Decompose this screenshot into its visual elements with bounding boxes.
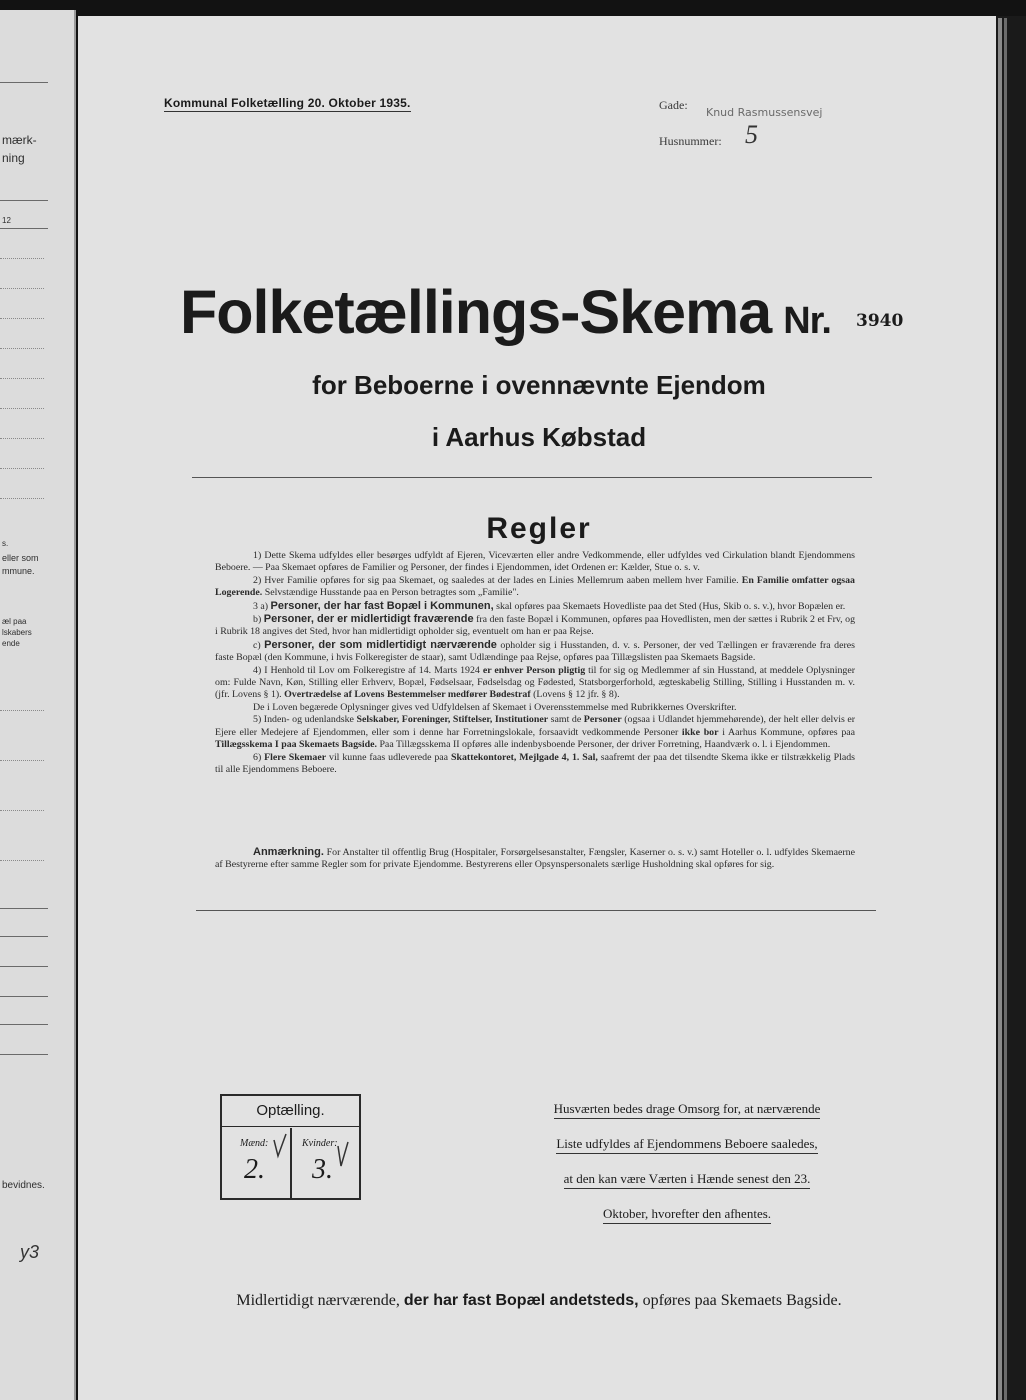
landlord-note-line-3: at den kan være Værten i Hænde senest den 23. — [520, 1171, 854, 1187]
form-number: 3940 — [856, 311, 904, 331]
women-label: Kvinder: — [302, 1138, 338, 1149]
divider — [196, 910, 876, 911]
subtitle-city: i Aarhus Købstad — [431, 422, 647, 452]
landlord-note-line-2: Liste udfyldes af Ejendommens Beboere saaledes, — [520, 1136, 854, 1152]
left-handwriting: y3 — [20, 1242, 40, 1262]
dotted-line — [0, 258, 44, 259]
left-fragment-7: æl paa — [2, 617, 27, 626]
remark-text: For Anstalter til offentlig Brug (Hospitaler, Forsørgelsesanstalter, Fængsler, Kaserner o. s. v.) samt Hoteller o. l. udfyldes Skemaerne af Bestyrerne efter samme Regler som for private Ejendomme. Bestyrerens eller Opsynspersonalets særlige Husholdning skal opføres for sig. — [215, 847, 855, 871]
dotted-line — [0, 498, 44, 499]
dotted-line — [0, 348, 44, 349]
men-count: 2. — [244, 1154, 265, 1185]
dotted-line — [0, 760, 44, 761]
left-fragment-6: mmune. — [2, 566, 35, 576]
rule-2: 2) Hver Familie opføres for sig paa Skemaet, og saaledes at der lades en Linies Mellemrum aaben mellem hver Familie. En Familie omfatter ogsaa Logerende. Selvstændige Husstande paa en Person betragtes som „Familie". — [215, 574, 855, 599]
ruled-line — [0, 200, 48, 201]
left-fragment-8: lskabers — [2, 628, 32, 637]
dotted-line — [0, 288, 44, 289]
left-fragment-4: s. — [2, 539, 9, 548]
rule-3c: c) Personer, der som midlertidigt nærværende opholder sig i Husstanden, d. v. s. Personer, der ved Tællingen er fraværende fra deres faste Bopæl (den Kommune, i hvis Folkeregister de staar), samt Udlændinge paa Rejse, opføres paa Tillægslisten paa Skemaets Bagside. — [215, 638, 855, 664]
check-marks — [222, 1096, 359, 1198]
rules-text — [215, 550, 855, 776]
rule-4: 4) I Henhold til Lov om Folkeregistre af 14. Marts 1924 er enhver Person pligtig til for sig og Medlemmer af sin Husstand, at meddele Oplysninger om: Fulde Navn, Køn, Stilling eller Erhverv, Bopæl, Fødselsaar, Fødselsdag og Fødested, Statsborgerforhold, ægteskabelig Stilling, Stilling i Husstanden m. v. (jfr. Lovens § 1). Overtrædelse af Lovens Bestemmelser medfører Bødestraf (Lovens § 12 jfr. § 8). — [215, 664, 856, 701]
left-fragment-9: ende — [2, 639, 20, 648]
page-edge — [1004, 18, 1007, 1400]
street-label: Gade: — [659, 98, 688, 112]
count-box — [220, 1094, 361, 1200]
dotted-line — [0, 378, 44, 379]
page-edge — [998, 18, 1002, 1400]
form-title-nr: Nr. — [783, 300, 831, 342]
dotted-line — [0, 860, 44, 861]
footer-note: Midlertidigt nærværende, der har fast Bopæl andetsteds, opføres paa Skemaets Bagside. — [236, 1292, 842, 1309]
men-label: Mænd: — [240, 1138, 269, 1149]
census-title: Kommunal Folketælling 20. Oktober 1935. — [164, 96, 411, 110]
divider — [192, 477, 872, 478]
ruled-line — [0, 966, 48, 967]
rule-5: 5) Inden- og udenlandske Selskaber, Foreninger, Stiftelser, Institutioner samt de Personer (ogsaa i Udlandet hjemmehørende), der helt eller delvis er Ejere eller Medejere af Ejendommen, eller som i denne har Forretningslokale, forsaavidt vedkommende Personer ikke bor i Aarhus Kommune, opføres paa Tillægsskema I paa Skemaets Bagside. Paa Tillægsskema II opføres alle indenbysboende Personer, der driver Forretning, Haandværk o. l. i Ejendommen. — [215, 714, 856, 751]
check-mark-women — [338, 1142, 348, 1166]
left-fragment-1: mærk- — [2, 133, 37, 147]
landlord-note-line-4: Oktober, hvorefter den afhentes. — [520, 1206, 854, 1222]
ruled-line — [0, 996, 48, 997]
ruled-line — [0, 936, 48, 937]
left-fragment-10: bevidnes. — [2, 1180, 45, 1191]
ruled-line — [0, 82, 48, 83]
house-number-label: Husnummer: — [659, 134, 722, 148]
house-number-value: 5 — [745, 120, 758, 149]
dotted-line — [0, 408, 44, 409]
ruled-line — [0, 228, 48, 229]
ruled-line — [0, 1024, 48, 1025]
remark-label: Anmærkning. — [253, 846, 324, 858]
rules-heading: Regler — [486, 512, 592, 545]
form-title-main: Folketællings-Skema — [180, 278, 772, 346]
dotted-line — [0, 710, 44, 711]
ruled-line — [0, 908, 48, 909]
rule-1: 1) Dette Skema udfyldes eller besørges udfyldt af Ejeren, Viceværten eller andre Vedkommende, eller udfyldes ved Cirkulation blandt Ejendommens Beboere. — Paa Skemaet opføres de Familier og Personer, der findes i Ejendommen, idet Ordenen er: Kælder, Stue o. s. v. — [215, 550, 855, 574]
dotted-line — [0, 318, 44, 319]
rule-6: 6) Flere Skemaer vil kunne faas udleverede paa Skattekontoret, Mejlgade 4, 1. Sal, saafremt der paa det tilsendte Skema ikke er tilstrækkelig Plads til alle Ejendommens Beboere. — [215, 751, 856, 775]
previous-page-strip — [0, 10, 76, 1400]
dotted-line — [0, 438, 44, 439]
count-box-heading: Optælling. — [222, 1096, 359, 1127]
left-fragment-2: ning — [2, 151, 25, 165]
women-count: 3. — [312, 1154, 333, 1185]
rule-3a: 3 a) Personer, der har fast Bopæl i Kommunen, skal opføres paa Skemaets Hovedliste paa det Sted (Hus, Skib o. s. v.), hvor Bopælen er. — [253, 599, 846, 612]
street-value: Knud Rasmussensvej — [706, 106, 823, 119]
left-fragment-3: 12 — [2, 216, 11, 225]
remark-paragraph — [215, 846, 855, 872]
ruled-line — [0, 1054, 48, 1055]
subtitle-residents: for Beboerne i ovennævnte Ejendom — [312, 370, 766, 400]
dotted-line — [0, 810, 44, 811]
landlord-note-line-1: Husværten bedes drage Omsorg for, at nærværende — [520, 1101, 854, 1117]
dotted-line — [0, 468, 44, 469]
form-title — [180, 277, 900, 357]
rule-3b: b) Personer, der er midlertidigt fraværende fra den faste Bopæl i Kommunen, opføres paa Hovedlisten, men der sættes i Rubrik 2 et Frv, og i Rubrik 18 angives det Sted, hvor han midlertidigt opholder sig, eventuelt om han er paa Rejse. — [215, 613, 856, 638]
check-mark-men — [274, 1134, 286, 1156]
rule-4-note: De i Loven begærede Oplysninger gives ved Udfyldelsen af Skemaet i Overensstemmelse med Rubrikkernes Overskrifter. — [253, 701, 737, 713]
left-fragment-5: eller som — [2, 553, 39, 563]
